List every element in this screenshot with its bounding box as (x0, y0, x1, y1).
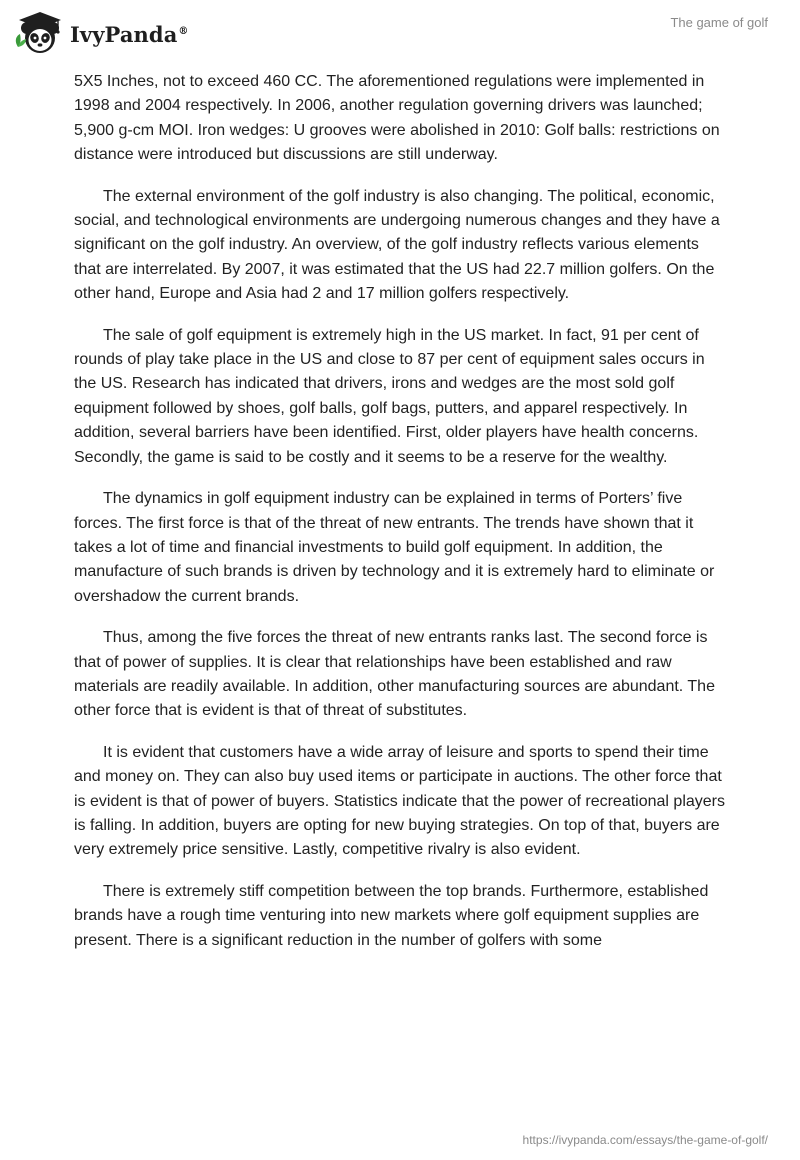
paragraph-7: There is extremely stiff competition between the top brands. Furthermore, established brands have a rough time venturing into new markets where golf equipment supplies are present. There is a significant reduction in the number of golfers with some (74, 882, 709, 949)
essay-body (74, 70, 728, 970)
paragraph-5: Thus, among the five forces the threat of new entrants ranks last. The second force is that of power of supplies. It is clear that relationships have been established and raw materials are readily available. In addition, other manufacturing sources are abundant. The other force that is evident is that of threat of substitutes. (74, 629, 715, 720)
paragraph-3: The sale of golf equipment is extremely high in the US market. In fact, 91 per cent of rounds of play take place in the US and close to 87 per cent of equipment sales occurs in the US. Research has indicated that drivers, irons and wedges are the most sold golf equipment followed by shoes, golf balls, golf bags, putters, and apparel respectively. In addition, several barriers have been identified. First, older players have health concerns. Secondly, the game is said to be costly and it seems to be a reserve for the wealthy. (74, 326, 705, 466)
source-url[interactable]: https://ivypanda.com/essays/the-game-of-golf/ (522, 1133, 768, 1147)
document-title: The game of golf (670, 15, 768, 30)
logo-wordmark: IvyPanda® (70, 22, 189, 47)
paragraph-4: The dynamics in golf equipment industry can be explained in terms of Porters’ five forces. The first force is that of the threat of new entrants. The trends have shown that it takes a lot of time and financial investments to build golf equipment. In addition, the manufacture of such brands is driven by technology and it is extremely hard to eliminate or overshadow the current brands. (74, 490, 715, 605)
paragraph-1: 5X5 Inches, not to exceed 460 CC. The aforementioned regulations were implemented in 1998 and 2004 respectively. In 2006, another regulation governing drivers was launched; 5,900 g-cm MOI. Iron wedges: U grooves were abolished in 2010: Golf balls: restrictions on distance were introduced but discussions are still underway. (74, 73, 720, 164)
paragraph-6: It is evident that customers have a wide array of leisure and sports to spend their time and money on. They can also buy used items or participate in auctions. The other force that is evident is that of power of buyers. Statistics indicate that the power of recreational players is falling. In addition, buyers are opting for new buying strategies. On top of that, buyers are very extremely price sensitive. Lastly, competitive rivalry is also evident. (74, 743, 725, 859)
panda-logo-icon (14, 9, 66, 57)
page-header (0, 0, 800, 66)
paragraph-2: The external environment of the golf industry is also changing. The political, economic, social, and technological environments are undergoing numerous changes and they have a significant on the golf industry. An overview, of the golf industry reflects various elements that are interrelated. By 2007, it was estimated that the US had 22.7 million golfers. On the other hand, Europe and Asia had 2 and 17 million golfers respectively. (74, 187, 720, 303)
ivypanda-logo[interactable] (14, 9, 189, 57)
